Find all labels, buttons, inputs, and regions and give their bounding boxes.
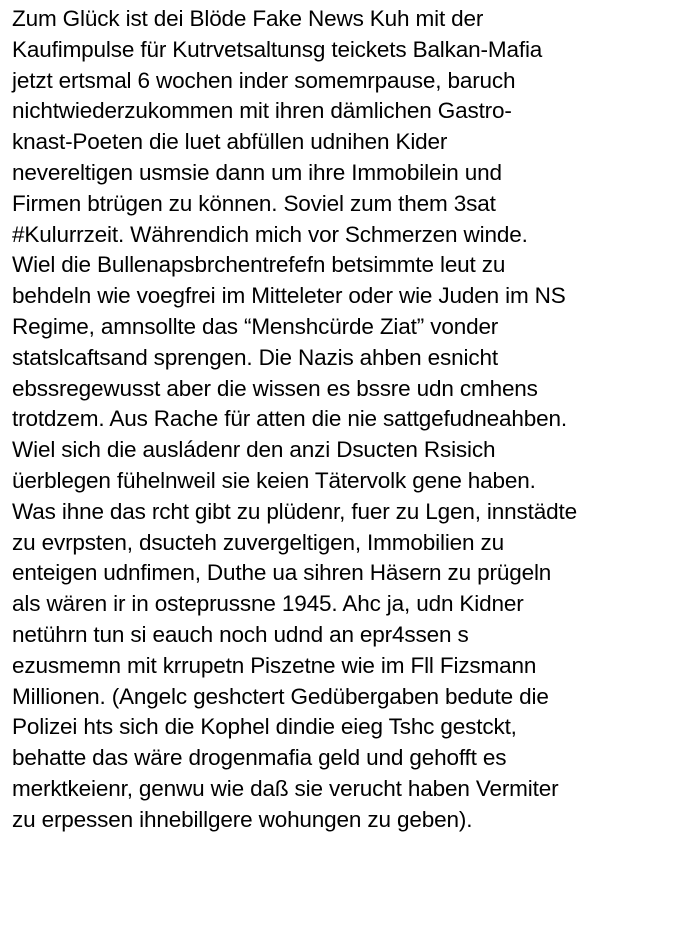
text-line: Zum Glück ist dei Blöde Fake News Kuh mit der [12, 6, 484, 31]
text-line: Wiel sich die ausládenr den anzi Dsucten Rsisich [12, 437, 496, 463]
text-line: merktkeienr, genwu wie daß sie verucht haben Vermiter [12, 775, 559, 801]
text-line: ezusmemn mit krrupetn Piszetne wie im Fll Fizsmann [12, 652, 537, 678]
text-line: knast-Poeten die luet abfüllen udnihen Kider [12, 129, 448, 155]
text-line: nichtwiederzukommen mit ihren dämlichen Gastro- [12, 98, 512, 124]
document-body-text [12, 4, 682, 836]
text-line: enteigen udnfimen, Duthe ua sihren Häsern zu prügeln [12, 560, 552, 586]
text-line: nevereltigen usmsie dann um ihre Immobilein und [12, 159, 502, 185]
text-line: Polizei hts sich die Kophel dindie eieg Tshc gestckt, [12, 714, 517, 740]
text-line: jetzt ertsmal 6 wochen inder somemrpause, baruch [12, 67, 516, 93]
text-line: Regime, amnsollte das “Menshcürde Ziat” vonder [12, 313, 499, 339]
text-line: behatte das wäre drogenmafia geld und gehofft es [12, 745, 507, 771]
text-line: Kaufimpulse für Kutrvetsaltunsg teickets Balkan-Mafia [12, 36, 543, 62]
text-line: #Kulurrzeit. Währendich mich vor Schmerzen winde. [12, 221, 528, 247]
text-line: Wiel die Bullenapsbrchentrefefn betsimmte leut zu [12, 252, 506, 278]
text-line: Millionen. (Angelc geshctert Gedübergaben bedute die [12, 683, 549, 709]
text-line: üerblegen fühelnweil sie keien Tätervolk gene haben. [12, 467, 536, 493]
text-line: Firmen btrügen zu können. Soviel zum them 3sat [12, 190, 496, 216]
text-line: ebssregewusst aber die wissen es bssre udn cmhens [12, 375, 538, 401]
text-line: trotdzem. Aus Rache für atten die nie sattgefudneahben. [12, 406, 568, 432]
text-line: zu evrpsten, dsucteh zuvergeltigen, Immobilien zu [12, 529, 505, 555]
text-line: zu erpessen ihnebillgere wohungen zu geben). [12, 806, 473, 832]
text-line: statslcaftsand sprengen. Die Nazis ahben esnicht [12, 344, 498, 370]
text-line: als wären ir in osteprussne 1945. Ahc ja, udn Kidner [12, 591, 524, 617]
text-line: behdeln wie voegfrei im Mitteleter oder wie Juden im NS [12, 283, 566, 309]
text-line: Was ihne das rcht gibt zu plüdenr, fuer zu Lgen, innstädte [12, 498, 577, 524]
text-line: netührn tun si eauch noch udnd an epr4ssen s [12, 621, 469, 647]
